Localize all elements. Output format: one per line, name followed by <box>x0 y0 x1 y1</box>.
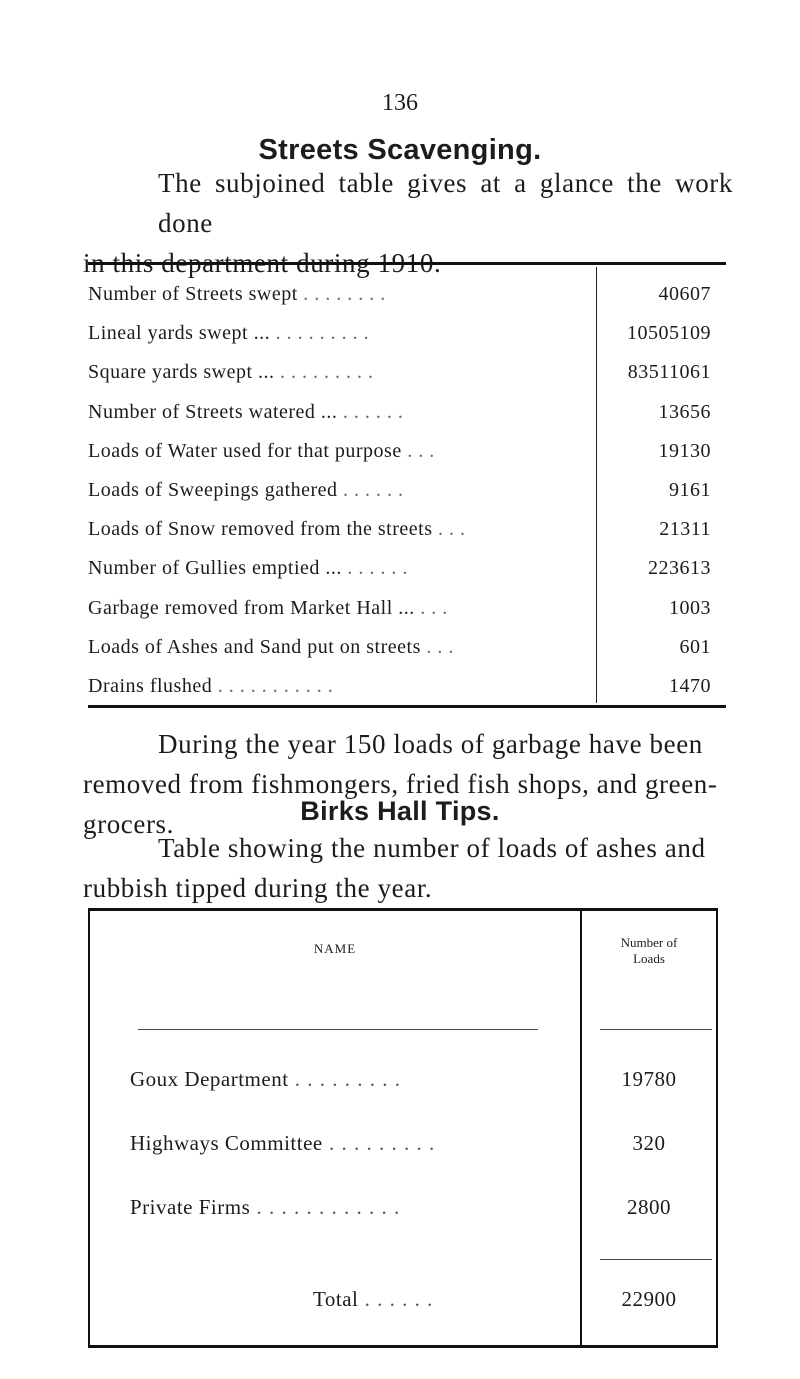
birks-hall-tips-table <box>88 908 718 1348</box>
row-leader-dots: . . . . . . . . . <box>270 322 370 345</box>
table-row <box>88 393 726 433</box>
row-label-text: Loads of Snow removed from the streets <box>88 518 433 541</box>
row-label <box>88 518 593 541</box>
page-number: 136 <box>382 90 418 116</box>
row-leader-dots: . . . . . . . . . <box>288 1067 402 1091</box>
row-leader-dots: . . . <box>432 518 466 541</box>
row-value: 83511061 <box>627 361 711 384</box>
row-label <box>88 440 593 463</box>
streets-scavenging-table <box>88 262 726 708</box>
row-label <box>88 401 593 424</box>
intro-line-1: The subjoined table gives at a glance the work done <box>158 168 733 238</box>
total-label <box>313 1287 575 1312</box>
garbage-line-2: removed from fishmongers, fried fish shops, and green- <box>83 769 718 799</box>
row-value: 21311 <box>659 518 711 541</box>
tips-line-1: Table showing the number of loads of ashes and <box>158 833 706 863</box>
tips-intro <box>83 828 733 908</box>
row-label <box>88 283 593 306</box>
total-label-text: Total <box>313 1287 359 1311</box>
row-value: 320 <box>632 1131 666 1155</box>
row-label <box>88 361 593 384</box>
row-label <box>88 479 593 502</box>
row-value: 1470 <box>669 675 711 697</box>
row-label <box>130 1067 575 1092</box>
table-row <box>88 471 726 511</box>
intro-line-2: in this department during 1910. <box>83 248 442 278</box>
table-row <box>90 1125 716 1165</box>
table-row <box>88 432 726 472</box>
row-label-text: Drains flushed <box>88 675 213 697</box>
row-label <box>88 557 593 580</box>
row-label <box>88 636 593 659</box>
row-value: 10505109 <box>627 322 711 345</box>
row-label-text: Loads of Ashes and Sand put on streets <box>88 635 421 658</box>
row-label <box>88 597 593 620</box>
header-rule-name <box>138 1029 538 1030</box>
row-label-text: Number of Streets watered ... <box>88 400 338 423</box>
section-heading-birks-hall-tips: Birks Hall Tips. <box>300 796 500 826</box>
row-value: 223613 <box>648 557 711 580</box>
row-leader-dots: . . . <box>401 439 435 462</box>
table-row <box>90 1061 716 1101</box>
garbage-line-3: grocers. <box>83 809 175 839</box>
row-leader-dots: . . . . . . <box>337 400 404 423</box>
table-row <box>88 510 726 550</box>
total-row <box>90 1281 716 1321</box>
row-value: 2800 <box>627 1195 671 1219</box>
row-leader-dots: . . . . . . . . . <box>274 361 374 384</box>
header-rule-number <box>600 1029 712 1030</box>
row-label <box>130 1195 575 1220</box>
table-row <box>88 314 726 354</box>
table-row <box>88 549 726 589</box>
row-leader-dots: . . . . . . . . <box>297 283 386 305</box>
row-label <box>88 322 593 345</box>
row-value: 19780 <box>621 1067 677 1091</box>
header-number-line-1: Number of <box>620 935 678 950</box>
row-value: 19130 <box>658 439 711 462</box>
row-label-text: Highways Committee <box>130 1131 323 1155</box>
row-label-text: Goux Department <box>130 1067 289 1091</box>
row-label <box>88 675 593 698</box>
table-row <box>88 667 726 707</box>
row-leader-dots: . . . . . . . . . <box>322 1131 436 1155</box>
row-leader-dots: . . . . . . . . . . . <box>212 675 334 697</box>
row-label-text: Square yards swept ... <box>88 361 275 384</box>
row-label-text: Loads of Water used for that purpose <box>88 439 402 462</box>
row-leader-dots: . . . . . . <box>341 557 408 580</box>
header-name: NAME <box>313 941 357 956</box>
row-label <box>130 1131 575 1156</box>
garbage-line-1: During the year 150 loads of garbage have been <box>158 729 703 759</box>
table-row <box>88 275 726 315</box>
table-row <box>90 1189 716 1229</box>
row-value: 13656 <box>658 400 711 423</box>
row-label-text: Lineal yards swept ... <box>88 322 271 345</box>
total-leader-dots: . . . . . . <box>358 1287 434 1311</box>
header-number-of-loads <box>582 935 716 967</box>
total-rule <box>600 1259 712 1260</box>
total-value: 22900 <box>621 1287 677 1311</box>
row-value: 601 <box>679 635 711 658</box>
row-leader-dots: . . . <box>420 635 454 658</box>
row-leader-dots: . . . . . . . . . . . . <box>250 1195 401 1219</box>
table-row <box>88 353 726 393</box>
row-leader-dots: . . . <box>414 596 448 619</box>
row-label-text: Number of Streets swept <box>88 283 298 305</box>
row-label-text: Number of Gullies emptied ... <box>88 557 342 580</box>
table-row <box>88 589 726 629</box>
tips-line-2: rubbish tipped during the year. <box>83 873 433 903</box>
section-heading-streets-scavenging: Streets Scavenging. <box>258 134 542 166</box>
row-value: 40607 <box>658 283 711 305</box>
row-label-text: Garbage removed from Market Hall ... <box>88 596 415 619</box>
row-label-text: Private Firms <box>130 1195 251 1219</box>
table-row <box>88 628 726 668</box>
row-value: 9161 <box>669 479 711 501</box>
header-number-line-2: Loads <box>633 951 665 966</box>
row-leader-dots: . . . . . . <box>337 479 404 501</box>
row-value: 1003 <box>669 596 711 619</box>
row-label-text: Loads of Sweepings gathered <box>88 479 338 501</box>
